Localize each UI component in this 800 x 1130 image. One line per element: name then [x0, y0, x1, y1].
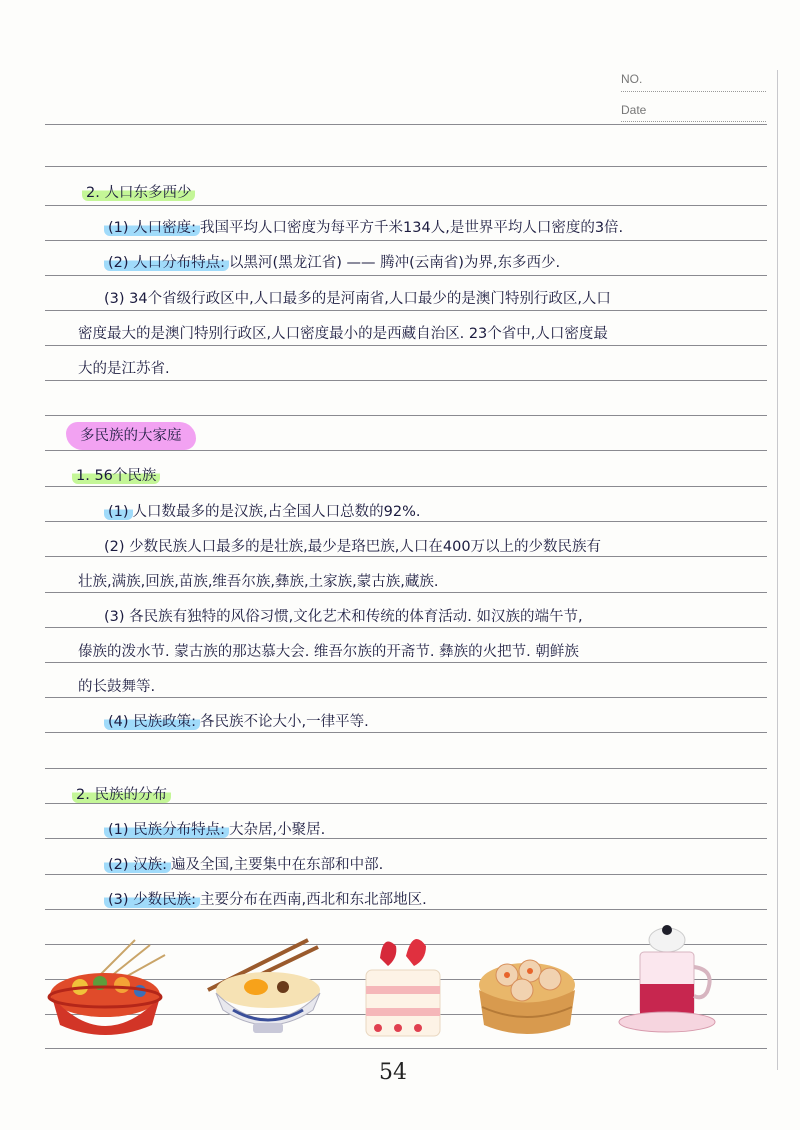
dist-han: [104, 855, 383, 875]
item-policy: [104, 712, 369, 732]
item-customs-line1: (3) 各民族有独特的风俗习惯,文化艺术和传统的体育活动. 如汉族的端午节,: [104, 609, 583, 625]
dist-minority-label: (3) 少数民族:: [104, 892, 200, 908]
point-provinces-line3: 大的是江苏省.: [78, 361, 170, 377]
section-title-ethnic-text: 多民族的大家庭: [66, 422, 196, 450]
dist-feature-label: (1) 民族分布特点:: [104, 822, 229, 838]
section-title-ethnic: [66, 426, 196, 446]
heading-population-text: 2. 人口东多西少: [82, 185, 195, 201]
point-provinces-line1: (3) 34个省级行政区中,人口最多的是河南省,人口最少的是澳门特别行政区,人口: [104, 291, 611, 307]
strawberry-cake-icon: [358, 928, 448, 1048]
dist-han-label: (2) 汉族:: [104, 857, 171, 873]
item-policy-text: 各民族不论大小,一律平等.: [200, 714, 369, 730]
dim-sum-basket-icon: [472, 935, 582, 1045]
dist-minority: [104, 890, 427, 910]
heading-distribution: [72, 785, 171, 805]
no-label: NO.: [621, 72, 643, 86]
heading-56-ethnic-text: 1. 56个民族: [72, 468, 160, 484]
dessert-cup-icon: [612, 922, 722, 1040]
dist-han-text: 遍及全国,主要集中在东部和中部.: [171, 857, 384, 873]
hotpot-icon: [40, 935, 180, 1045]
item-customs-line2: 傣族的泼水节. 蒙古族的那达慕大会. 维吾尔族的开斋节. 彝族的火把节. 朝鲜族: [78, 644, 579, 660]
item-customs-line3: 的长鼓舞等.: [78, 679, 156, 695]
no-dotted-line: [621, 91, 766, 92]
heading-population: [82, 183, 195, 203]
point-distribution: [104, 253, 560, 273]
page-edge: [777, 70, 778, 1070]
page-number: 54: [379, 1060, 407, 1085]
date-dotted-line: [621, 121, 766, 122]
dist-minority-text: 主要分布在西南,西北和东北部地区.: [200, 892, 427, 908]
heading-56-ethnic: [72, 466, 160, 486]
point-density-label: (1) 人口密度:: [104, 220, 200, 236]
date-label: Date: [621, 103, 647, 117]
noodle-bowl-icon: [198, 935, 328, 1045]
point-distribution-text: 以黑河(黑龙江省) —— 腾冲(云南省)为界,东多西少.: [229, 255, 561, 271]
item-han-text: 人口数最多的是汉族,占全国人口总数的92%.: [132, 504, 421, 520]
point-density-text: 我国平均人口密度为每平方千米134人,是世界平均人口密度的3倍.: [200, 220, 624, 236]
dist-feature-text: 大杂居,小聚居.: [229, 822, 326, 838]
point-distribution-label: (2) 人口分布特点:: [104, 255, 229, 271]
item-minority-line1: (2) 少数民族人口最多的是壮族,最少是珞巴族,人口在400万以上的少数民族有: [104, 539, 602, 555]
item-han: [104, 502, 421, 522]
point-provinces-line2: 密度最大的是澳门特别行政区,人口密度最小的是西藏自治区. 23个省中,人口密度最: [78, 326, 608, 342]
item-minority-line2: 壮族,满族,回族,苗族,维吾尔族,彝族,土家族,蒙古族,藏族.: [78, 574, 439, 590]
heading-distribution-text: 2. 民族的分布: [72, 787, 171, 803]
point-density: [104, 218, 623, 238]
item-policy-label: (4) 民族政策:: [104, 714, 200, 730]
dist-feature: [104, 820, 325, 840]
item-han-label: (1): [104, 504, 133, 520]
